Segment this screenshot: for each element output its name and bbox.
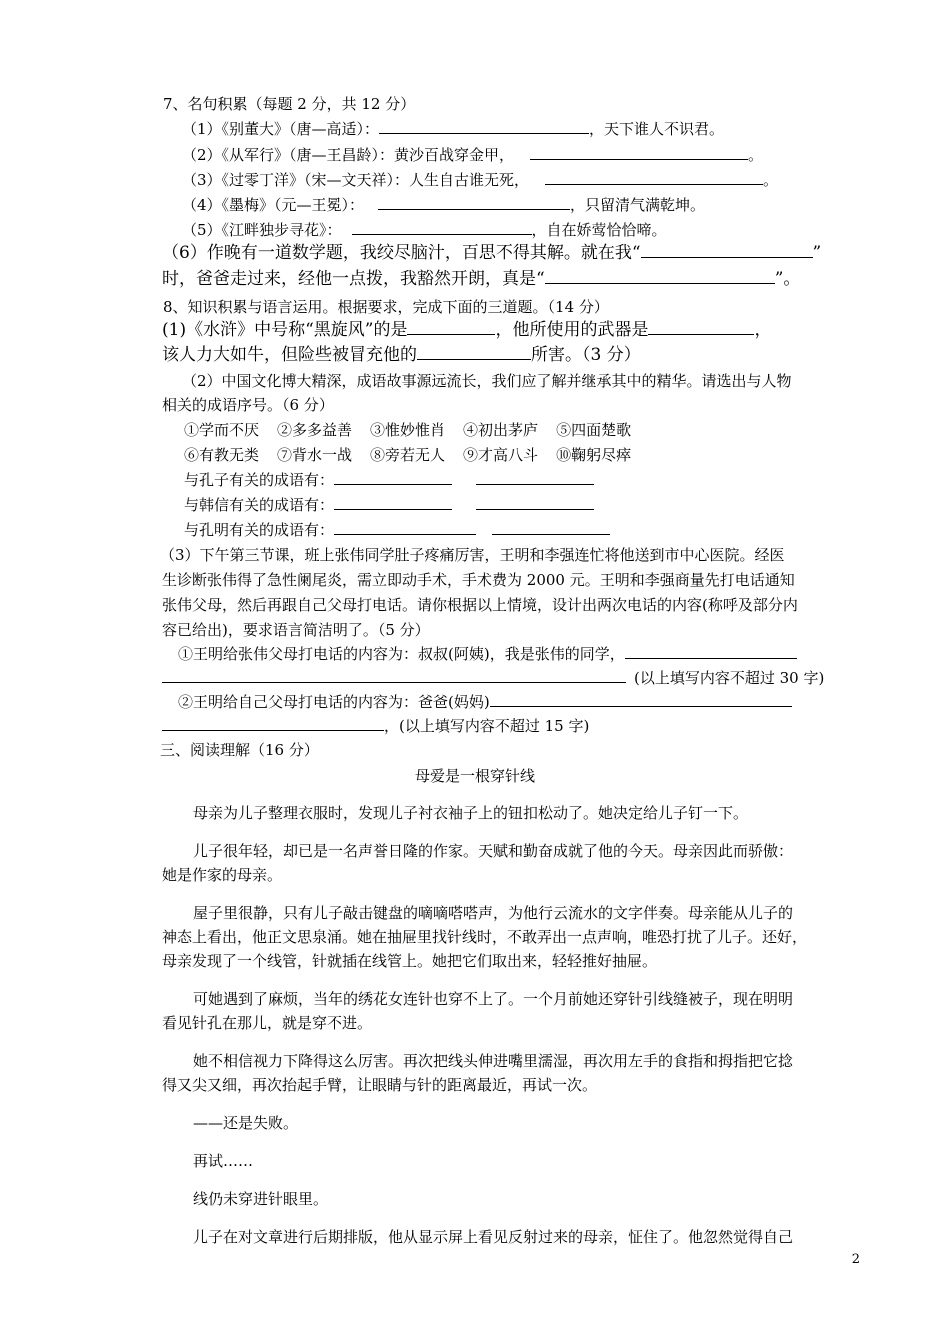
answer-blank[interactable]	[162, 668, 626, 683]
call1-line	[178, 644, 797, 664]
passage-title: 母爱是一根穿针线	[414, 767, 535, 785]
hanxin-label: 与韩信有关的成语有：	[184, 496, 335, 514]
q7-item-3-suffix: 。	[763, 171, 779, 189]
passage-line: 再试……	[193, 1152, 254, 1170]
q7-item-3-prompt: （3）《过零丁洋》（宋—文天祥）：人生自古谁无死，	[182, 171, 530, 189]
q8-part1-text-c: ，	[754, 320, 772, 340]
call1-prompt: ①王明给张伟父母打电话的内容为：叔叔(阿姨)，我是张伟的同学，	[178, 645, 625, 663]
q8-part3-line: 容已给出)，要求语言简洁明了。（5 分）	[162, 621, 430, 639]
passage-line: 得又尖又细，再次抬起手臂，让眼睛与针的距离最近，再试一次。	[162, 1076, 598, 1094]
q8-part1-text-a: (1)《水浒》中号称“黑旋风”的是	[162, 320, 408, 340]
q7-item-5-prompt: （5）《江畔独步寻花》：	[182, 221, 342, 239]
q7-item-6-quote: ”	[812, 243, 822, 263]
answer-blank[interactable]	[625, 644, 797, 659]
q7-item-2-prompt: （2）《从军行》（唐—王昌龄）：黄沙百战穿金甲，	[182, 146, 515, 164]
passage-line: 可她遇到了麻烦，当年的绣花女连针也穿不上了。一个月前她还穿针引线缝被子，现在明明	[193, 990, 794, 1008]
q8-part3-line: 张伟父母，然后再跟自己父母打电话。请你根据以上情境，设计出两次电话的内容(称呼及部分内	[162, 596, 798, 614]
answer-blank[interactable]	[476, 470, 594, 485]
passage-line: 她不相信视力下降得这么厉害。再次把线头伸进嘴里濡湿，再次用左手的食指和拇指把它捻	[193, 1052, 794, 1070]
passage-line: 儿子很年轻，却已是一名声誉日隆的作家。天赋和勤奋成就了他的今天。母亲因此而骄傲：	[193, 842, 794, 860]
idiom-option: ⑦背水一战	[277, 446, 353, 464]
call2-prompt: ②王明给自己父母打电话的内容为：爸爸(妈妈)	[178, 693, 490, 711]
q7-item-5-suffix: ，自在娇莺恰恰啼。	[531, 221, 667, 239]
kongming-label: 与孔明有关的成语有：	[184, 521, 335, 539]
q7-item-1-suffix: ，天下谁人不识君。	[589, 120, 725, 138]
q7-item-4-prompt: （4）《墨梅》（元—王冕）：	[182, 196, 365, 214]
q8-part2-line1: （2）中国文化博大精深，成语故事源远流长，我们应了解并继承其中的精华。请选出与人物	[182, 372, 792, 390]
passage-line: ——还是失败。	[193, 1114, 299, 1132]
q8-part3-line: 生诊断张伟得了急性阑尾炎，需立即动手术，手术费为 2000 元。王明和李强商量先打电话通知	[162, 571, 795, 589]
answer-blank[interactable]	[352, 220, 532, 235]
idiom-row-1	[184, 420, 649, 440]
q8-part1-line1	[162, 318, 771, 342]
answer-blank[interactable]	[545, 267, 775, 284]
idiom-option: ③惟妙惟肖	[370, 421, 446, 439]
confucius-answer-line	[184, 470, 594, 490]
q7-item-2-suffix: 。	[748, 146, 764, 164]
call2-line-2	[162, 716, 589, 736]
answer-blank[interactable]	[641, 241, 813, 258]
idiom-option: ⑩鞠躬尽瘁	[556, 446, 632, 464]
idiom-option: ⑨才高八斗	[463, 446, 539, 464]
call2-note: ，(以上填写内容不超过 15 字)	[384, 717, 590, 735]
q7-item-6-end: ”。	[774, 269, 801, 289]
passage-line: 儿子在对文章进行后期排版，他从显示屏上看见反射过来的母亲，怔住了。他忽然觉得自己	[193, 1228, 794, 1246]
answer-blank[interactable]	[492, 520, 610, 535]
q8-part1-text-d: 该人力大如牛，但险些被冒充他的	[162, 345, 417, 365]
q7-item-1	[182, 119, 724, 139]
kongming-answer-line	[184, 520, 610, 540]
answer-blank[interactable]	[417, 343, 531, 360]
q8-heading: 8、知识积累与语言运用。根据要求，完成下面的三道题。（14 分）	[163, 298, 609, 316]
idiom-option: ②多多益善	[277, 421, 353, 439]
passage-line: 母亲为儿子整理衣服时，发现儿子衬衣袖子上的钮扣松动了。她决定给儿子钉一下。	[193, 804, 749, 822]
idiom-option: ⑧旁若无人	[370, 446, 446, 464]
answer-blank[interactable]	[334, 495, 452, 510]
answer-blank[interactable]	[379, 119, 589, 134]
passage-line: 看见针孔在那儿，就是穿不进。	[162, 1014, 373, 1032]
q8-part1-text-b: ，他所使用的武器是	[495, 320, 649, 340]
passage-line: 屋子里很静，只有儿子敲击键盘的嘀嘀嗒嗒声，为他行云流水的文字伴奏。母亲能从儿子的	[193, 904, 794, 922]
q7-item-5	[182, 220, 667, 240]
answer-blank[interactable]	[545, 170, 763, 185]
answer-blank[interactable]	[648, 318, 754, 335]
passage-line: 线仍未穿进针眼里。	[193, 1190, 329, 1208]
call2-line	[178, 692, 792, 712]
answer-blank[interactable]	[476, 495, 594, 510]
call1-note: (以上填写内容不超过 30 字)	[634, 669, 825, 687]
passage-line: 她是作家的母亲。	[162, 866, 283, 884]
page-number: 2	[851, 1252, 860, 1267]
idiom-row-2	[184, 445, 649, 465]
q7-item-2	[182, 145, 763, 165]
call1-line-2	[162, 668, 824, 688]
q7-heading: 7、名句积累（每题 2 分，共 12 分）	[163, 95, 416, 113]
passage-line: 母亲发现了一个线管，针就插在线管上。她把它们取出来，轻轻推好抽屉。	[162, 952, 658, 970]
q8-part1-text-e: 所害。（3 分）	[531, 345, 641, 365]
q8-part2-line2: 相关的成语序号。（6 分）	[162, 396, 334, 414]
answer-blank[interactable]	[334, 520, 476, 535]
q7-item-6-line2	[162, 267, 800, 291]
q7-item-1-prompt: （1）《别董大》（唐—高适）：	[182, 120, 380, 138]
section3-heading: 三、阅读理解（16 分）	[160, 741, 319, 759]
q7-item-3	[182, 170, 778, 190]
q7-item-6-prompt-2: 时，爸爸走过来，经他一点拨，我豁然开朗，真是“	[162, 269, 545, 289]
q8-part1-line2	[162, 343, 641, 367]
confucius-label: 与孔子有关的成语有：	[184, 471, 335, 489]
answer-blank[interactable]	[530, 145, 748, 160]
answer-blank[interactable]	[162, 716, 384, 731]
q7-item-4-suffix: ，只留清气满乾坤。	[570, 196, 706, 214]
hanxin-answer-line	[184, 495, 594, 515]
q7-item-4	[182, 195, 705, 215]
answer-blank[interactable]	[334, 470, 452, 485]
answer-blank[interactable]	[407, 318, 495, 335]
q7-item-6-line1	[162, 241, 821, 265]
idiom-option: ⑥有教无类	[184, 446, 260, 464]
idiom-option: ④初出茅庐	[463, 421, 539, 439]
passage-line: 神态上看出，他正文思泉涌。她在抽屉里找针线时，不敢弄出一点声响，唯恐打扰了儿子。还好，	[162, 928, 808, 946]
idiom-option: ⑤四面楚歌	[556, 421, 632, 439]
idiom-option: ①学而不厌	[184, 421, 260, 439]
answer-blank[interactable]	[490, 692, 792, 707]
q7-item-6-prompt: （6）作晚有一道数学题，我绞尽脑汁，百思不得其解。就在我“	[162, 243, 641, 263]
q8-part3-line: （3）下午第三节课，班上张伟同学肚子疼痛厉害，王明和李强连忙将他送到市中心医院。经医	[160, 546, 785, 564]
answer-blank[interactable]	[378, 195, 570, 210]
